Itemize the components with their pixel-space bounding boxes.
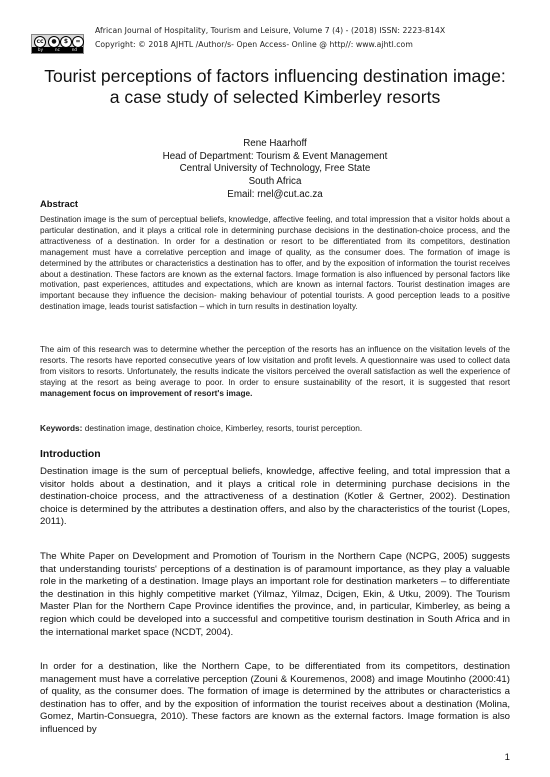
author-country: South Africa	[248, 176, 302, 188]
keywords-text: destination image, destination choice, Kimberley, resorts, tourist perception.	[84, 423, 363, 433]
introduction-heading: Introduction	[40, 449, 101, 460]
author-email[interactable]: Email: rnel@cut.ac.za	[227, 188, 323, 200]
abstract-heading: Abstract	[40, 198, 79, 209]
license-by-label: by	[38, 47, 43, 52]
abstract-text: The aim of this research was to determine whether the perception of the resorts has an influence on the visitation levels of the resorts. The resorts have reported consecutive years of low visitation and profit levels. A questionnaire was used to collect data from visitors to resorts. Unfortunately, the results indicate the visitors perceived the overall satisfaction as well the experience of staying at the resort as being average to poor. In order to ensure sustainability of the resort, it is suggested that resort	[40, 345, 510, 387]
paper-title: Tourist perceptions of factors influencing destination image: a case study of selected Kimberley resorts	[44, 66, 506, 107]
author-institution: Central University of Technology, Free State	[179, 163, 371, 175]
nc-icon: $	[60, 36, 72, 48]
creative-commons-license-icon[interactable]	[31, 34, 84, 54]
abstract-paragraph: Destination image is the sum of perceptual beliefs, knowledge, affective feeling, and total impression that a visitor holds about a particular destination, and it plays a critical role in determining purchase decisions in the destination-choice process, and the attractiveness of a destination. In order for a destination or resort to be differentiated from its competitors, destination management must have a correlative perception and image of quality, as the consumer does. The formation of image is determined by the attributes or characteristics a destination has to offer, and by the exposition of information the tourist receives about a destination. These factors are known as the external factors. Image formation is also influenced by personal factors like motivation, past experiences, attitudes and expectations, which are known as internal factors. Tourist destination images are important because they influence the decision- making behaviour of potential tourists. A good perception leads to a positive destination image, leads tourist satisfaction – which in turn results in destination loyalty.	[40, 215, 510, 312]
body-paragraph: Destination image is the sum of perceptual beliefs, knowledge, affective feeling, and total impression that a visitor holds about a destination, and it plays a critical role in determining purchase decisions in the destination-choice process, and the attractiveness of a destination (Kotler & Gertner, 2002). Destination choice is determined by the attributes a destination offers, and also by the characteristics of the tourist (Lopes, 2011).	[40, 466, 510, 528]
license-nc-label: nc	[55, 47, 60, 52]
abstract-recommendation: management focus on improvement of resort's image.	[40, 388, 253, 398]
author-position: Head of Department: Tourism & Event Management	[162, 150, 388, 162]
body-paragraph: In order for a destination, like the Northern Cape, to be differentiated from its competitors, destination management must have a correlative perception (Zouni & Kouremenos, 2008) and image Moutinho (2000:41) of quality, as the consumer does. The formation of image is determined by the attributes or characteristics a destination has to offer, and by the exposition of information the tourist receives about a destination (Molina, Gomez, Martin-Consuegra, 2010). These factors are known as the external factors. Image formation is also influenced by	[40, 661, 510, 735]
page-number: 1	[504, 752, 510, 763]
journal-copyright: Copyright: © 2018 AJHTL /Author/s- Open Access- Online @ http//: www.ajhtl.com	[95, 40, 413, 49]
cc-icon: cc	[34, 36, 46, 48]
journal-citation: African Journal of Hospitality, Tourism and Leisure, Volume 7 (4) - (2018) ISSN: 2223-814X	[95, 26, 446, 35]
abstract-paragraph	[40, 345, 510, 400]
by-icon: ●	[48, 36, 60, 48]
keywords-label: Keywords:	[40, 423, 83, 433]
body-paragraph: The White Paper on Development and Promotion of Tourism in the Northern Cape (NCPG, 2005) suggests that understanding tourists' perceptions of a destination is of paramount importance, as they play a valuable role in the marketing of a destination. Image plays an important role for destination marketers – to differentiate the destination in this highly competitive market (Yilmaz, Yilmaz, Dcigen, Ekin, & Utku, 2009). The Tourism Master Plan for the Northern Cape Province identifies the province, and, in particular, Kimberley, as being a region which could be developed into a successful and competitive tourism destination in South Africa and in the international market space (NCDT, 2004).	[40, 551, 510, 638]
nd-icon: =	[72, 36, 84, 48]
keywords	[40, 423, 510, 433]
author-block	[60, 138, 490, 202]
license-nd-label: nd	[71, 47, 77, 52]
license-badge-strip	[32, 47, 83, 53]
author-name: Rene Haarhoff	[243, 138, 307, 149]
